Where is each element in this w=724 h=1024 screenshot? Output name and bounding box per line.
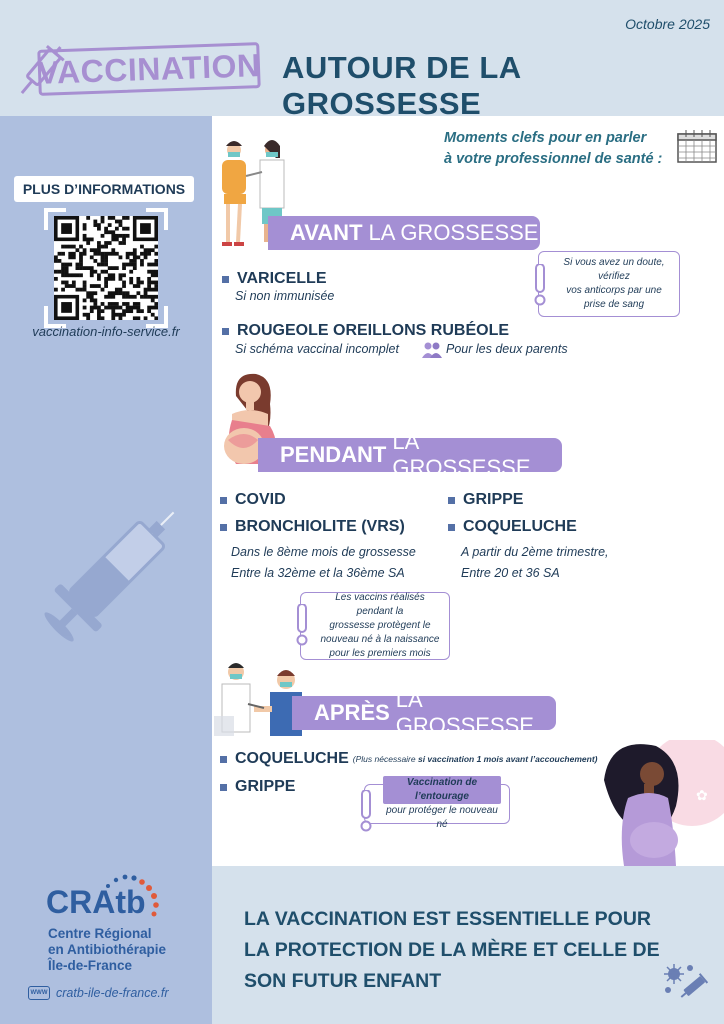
bullet-icon [448, 497, 455, 504]
callout-line: Si vous avez un doute, vérifiez [563, 257, 665, 282]
note-line: A partir du 2ème trimestre, [461, 545, 609, 559]
header [0, 0, 724, 121]
sidebar-website-link[interactable]: vaccination-info-service.fr [32, 324, 180, 339]
item-note-plain: (Plus nécessaire [352, 754, 418, 764]
callout-line: vos anticorps par une [566, 285, 662, 296]
info-label: PLUS D’INFORMATIONS [14, 176, 194, 202]
pendant-banner-bold: PENDANT [280, 442, 387, 467]
bullet-icon [222, 276, 229, 283]
avant-banner-rest: LA GROSSESSE [368, 220, 539, 245]
bullet-icon [220, 756, 227, 763]
www-icon: WWW [28, 986, 50, 1000]
footer-message: LA VACCINATION EST ESSENTIELLE POUR LA PROTECTION DE LA MÈRE ET CELLE DE SON FUTUR ENFANT [244, 908, 660, 992]
exclamation-icon [532, 264, 548, 306]
vaccination-stamp-box [37, 42, 260, 96]
avant-banner [268, 216, 540, 250]
item-label: GRIPPE [235, 778, 296, 795]
item-label: BRONCHIOLITE (VRS) [235, 518, 405, 535]
svg-text:✿: ✿ [696, 788, 708, 804]
org-line: en Antibiothérapie [48, 942, 167, 957]
bullet-icon [220, 497, 227, 504]
exclamation-icon [358, 790, 374, 832]
callout-line: Les vaccins réalisés pendant la [335, 592, 425, 617]
qr-code[interactable] [54, 216, 158, 320]
footer-website-text[interactable]: cratb-ile-de-france.fr [56, 986, 169, 1000]
item-note [461, 542, 609, 584]
org-line: Centre Régional [48, 926, 152, 941]
footer-website-link[interactable] [28, 986, 169, 1000]
org-line: Île-de-France [48, 958, 133, 973]
list-item [220, 778, 295, 796]
item-label: ROUGEOLE OREILLONS RUBÉOLE [237, 322, 510, 339]
item-label: GRIPPE [463, 491, 524, 508]
list-item [448, 491, 523, 509]
calendar-icon [676, 128, 720, 164]
exclamation-icon [294, 604, 310, 646]
item-label: COVID [235, 491, 286, 508]
sidebar [0, 116, 212, 866]
item-note [353, 754, 598, 764]
bullet-icon [220, 784, 227, 791]
item-label: COQUELUCHE [235, 750, 349, 767]
item-label: COQUELUCHE [463, 518, 577, 535]
date: Octobre 2025 [625, 16, 710, 32]
footer-left [0, 866, 212, 1024]
vaccination-stamp [10, 38, 260, 108]
cratb-logo: CRAtb [46, 884, 146, 920]
list-item [220, 518, 405, 536]
apres-banner-rest: LA GROSSESSE [395, 687, 534, 738]
callout-line: pour protéger le nouveau né [386, 805, 498, 830]
note-line: Entre la 32ème et la 36ème SA [231, 566, 405, 580]
callout-line: nouveau né à la naissance [320, 634, 440, 645]
item-extra-note: Pour les deux parents [446, 342, 568, 356]
pendant-banner [258, 429, 562, 480]
footer-message-panel [212, 866, 724, 1024]
avant-callout [538, 251, 680, 317]
pregnant-woman-illustration [592, 740, 724, 866]
moments-line: Moments clefs pour en parler [444, 130, 647, 146]
list-item [220, 491, 286, 509]
item-label: VARICELLE [237, 270, 327, 287]
item-note [231, 542, 416, 584]
bullet-icon [448, 524, 455, 531]
list-item [220, 750, 598, 768]
moments-line: à votre professionnel de santé : [444, 151, 663, 167]
avant-banner-bold: AVANT [290, 220, 363, 245]
item-note-bold: si vaccination 1 mois avant l’accouchement) [417, 754, 598, 764]
page-title: AUTOUR DE LA GROSSESSE [282, 50, 521, 121]
callout-line: grossesse protègent le [329, 620, 431, 631]
callout-line: prise de sang [583, 299, 645, 310]
vaccination-stamp-text: VACCINATION [36, 46, 262, 91]
list-item [448, 518, 577, 536]
apres-banner [292, 687, 556, 738]
bullet-icon [220, 524, 227, 531]
bullet-icon [222, 328, 229, 335]
note-line: Entre 20 et 36 SA [461, 566, 560, 580]
parents-icon [422, 341, 442, 359]
virus-syringe-icon [660, 960, 708, 1004]
moments-intro [444, 128, 662, 170]
note-line: Dans le 8ème mois de grossesse [231, 545, 416, 559]
callout-title: Vaccination de l’entourage [383, 776, 501, 804]
item-note: Si schéma vaccinal incomplet [235, 342, 399, 356]
pendant-banner-rest: LA GROSSESSE [392, 429, 531, 480]
syringe-icon [30, 496, 190, 656]
apres-callout [364, 777, 510, 830]
apres-banner-bold: APRÈS [314, 700, 390, 725]
callout-line: pour les premiers mois [329, 648, 431, 659]
pendant-callout [300, 592, 450, 660]
cratb-org-name [48, 926, 166, 974]
list-item [222, 322, 509, 340]
item-note: Si non immunisée [235, 289, 335, 303]
